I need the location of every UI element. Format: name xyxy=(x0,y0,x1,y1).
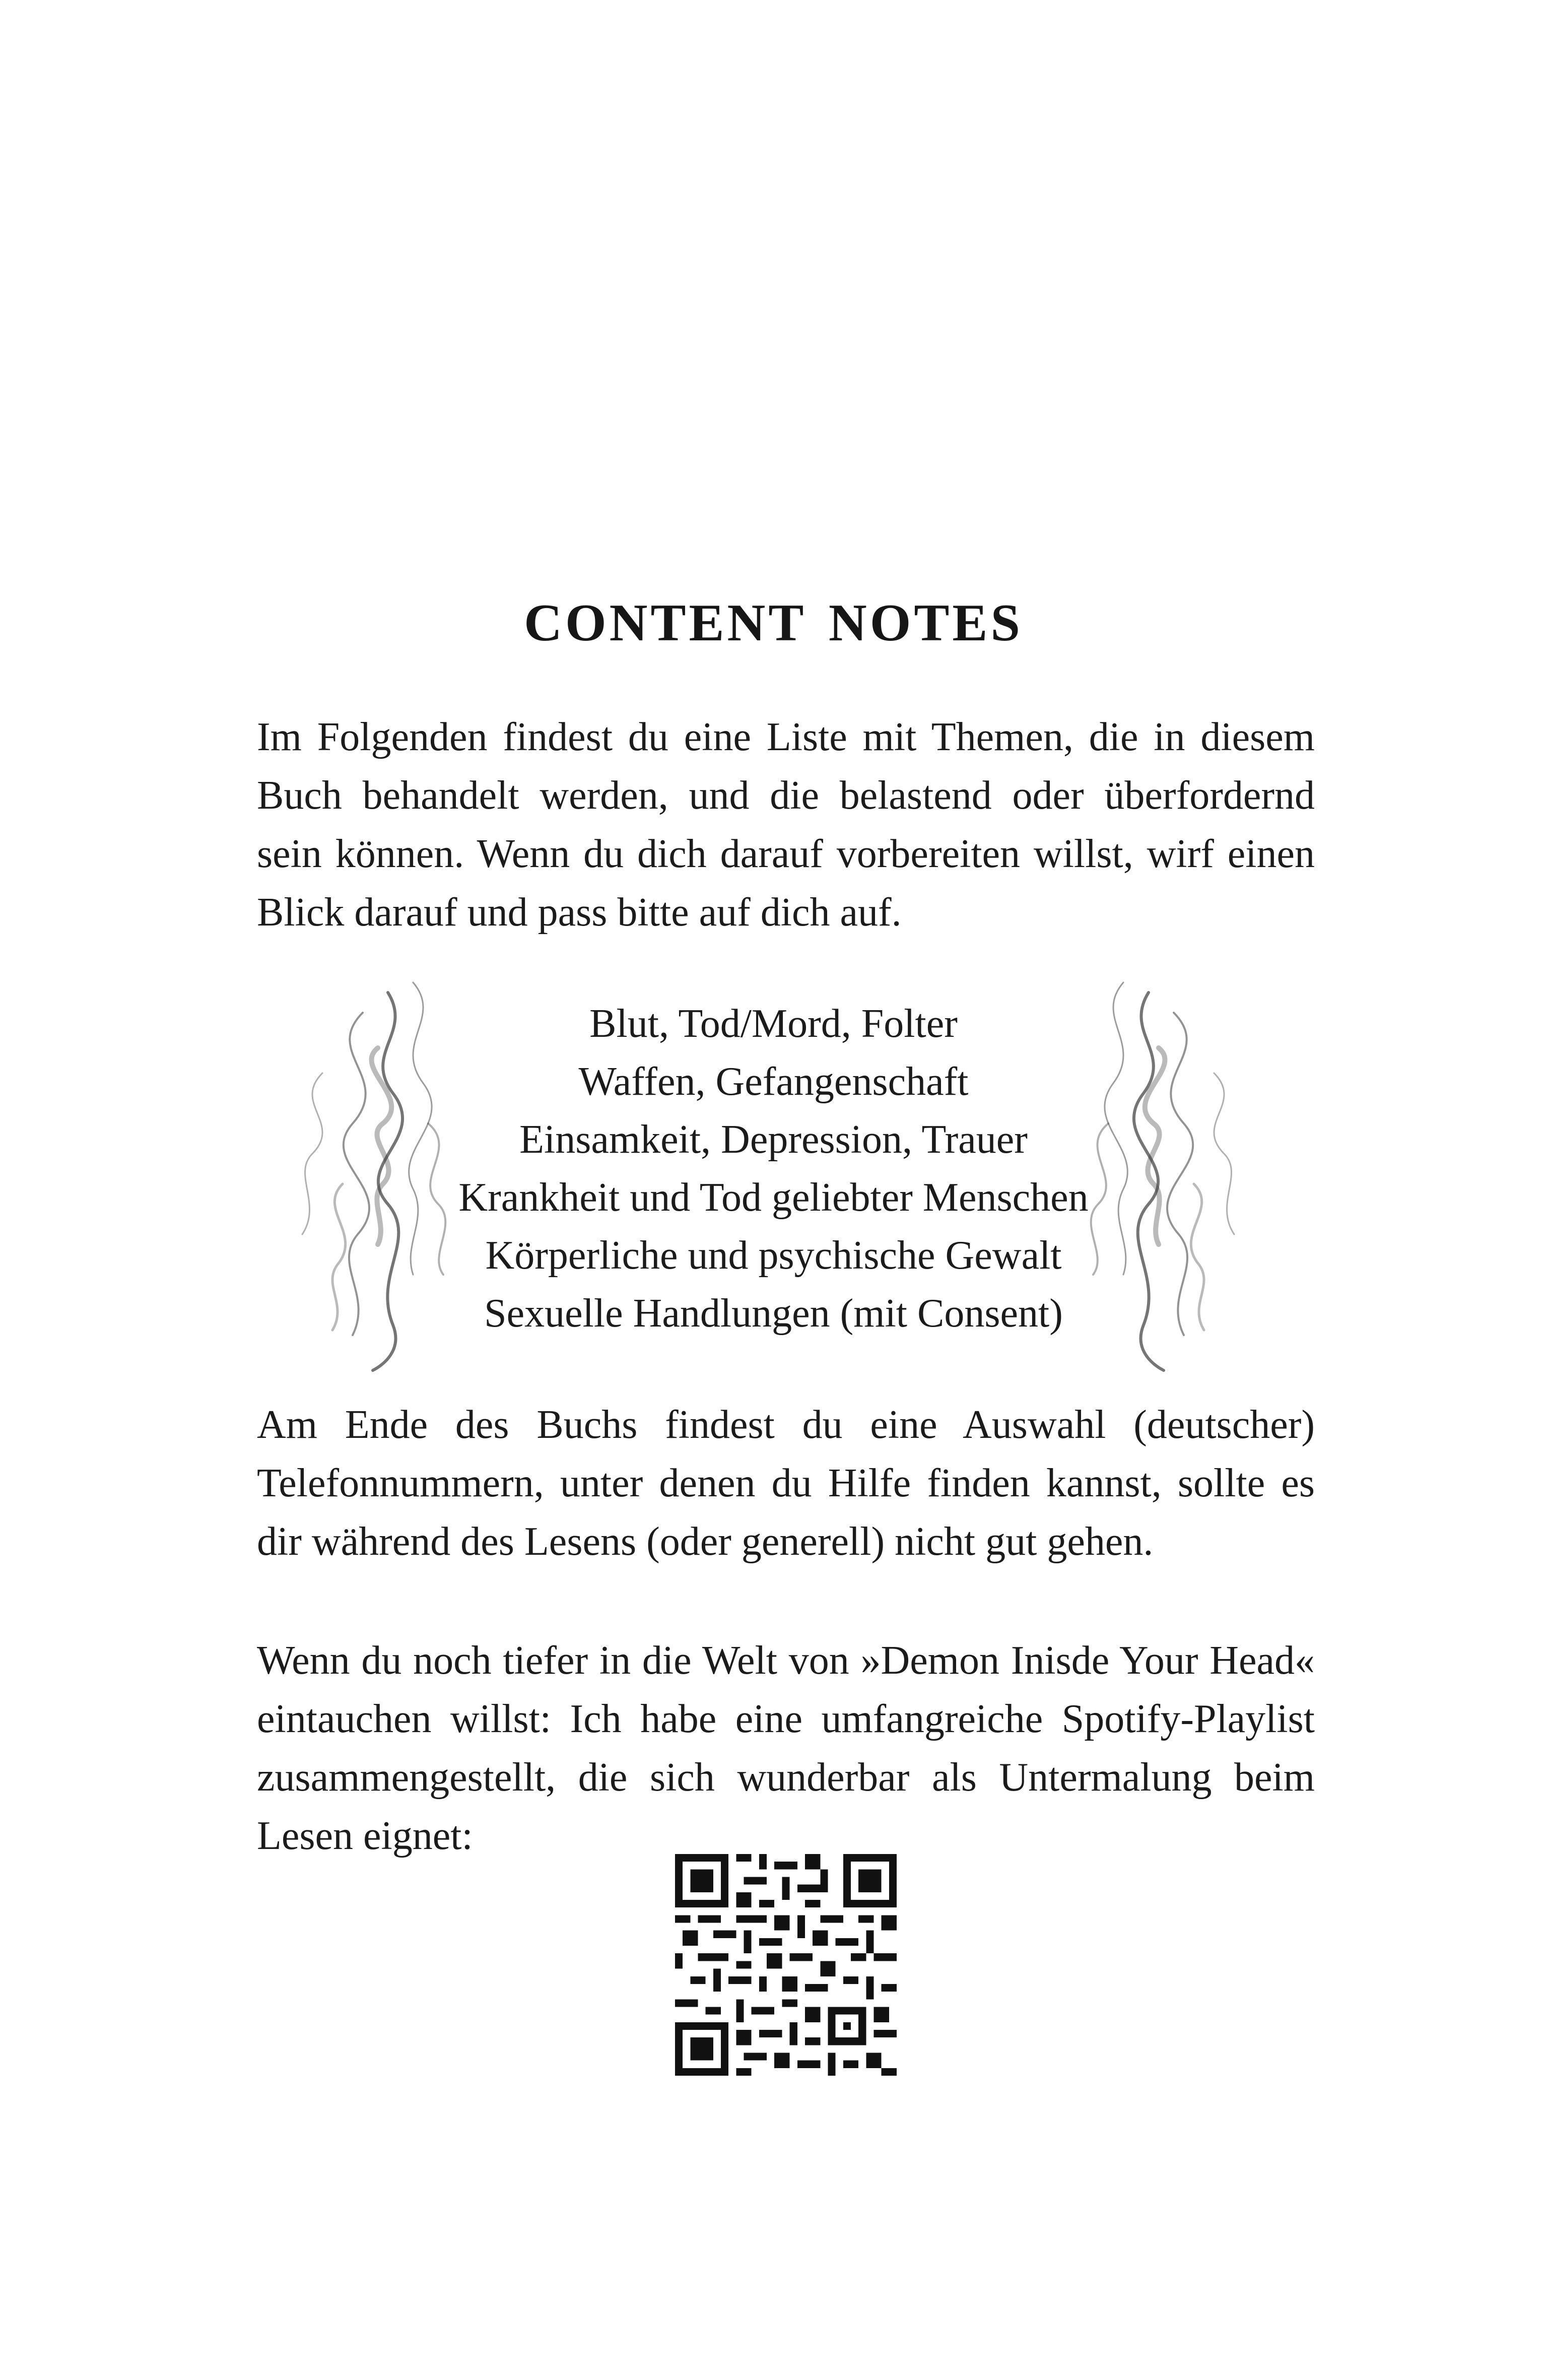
topic-item: Waffen, Gefangenschaft xyxy=(578,1060,969,1104)
topic-item: Körperliche und psychische Gewalt xyxy=(485,1233,1062,1278)
smoke-right-icon xyxy=(1038,972,1274,1375)
topic-item: Blut, Tod/Mord, Folter xyxy=(589,1002,958,1046)
topic-list xyxy=(0,995,1547,1343)
topic-item: Einsamkeit, Depression, Trauer xyxy=(519,1117,1028,1162)
page-title: content notes xyxy=(524,573,1023,657)
topic-item: Sexuelle Handlungen (mit Consent) xyxy=(484,1291,1063,1336)
topic-item: Krankheit und Tod geliebter Menschen xyxy=(458,1175,1089,1220)
intro-paragraph: Im Folgenden findest du eine Liste mit Themen, die in diesem Buch behandelt werden, und die belastend oder überfordernd sein können. Wenn du dich darauf vorbereiten willst, wirf einen Blick darauf und pass bitte auf dich auf. xyxy=(257,715,1315,935)
help-paragraph: Am Ende des Buchs findest du eine Auswahl (deutscher) Telefonnummern, unter denen du Hilfe finden kannst, sollte es dir während des Lesens (oder generell) nicht gut gehen. xyxy=(257,1403,1315,1564)
qr-code-icon[interactable] xyxy=(675,1854,897,2076)
playlist-paragraph: Wenn du noch tiefer in die Welt von »Demon Inisde Your Head« eintauchen willst: Ich habe eine umfangreiche Spotify-Playlist zusammengestellt, die sich wunderbar als Untermalung beim Lesen eignet: xyxy=(257,1638,1315,1858)
